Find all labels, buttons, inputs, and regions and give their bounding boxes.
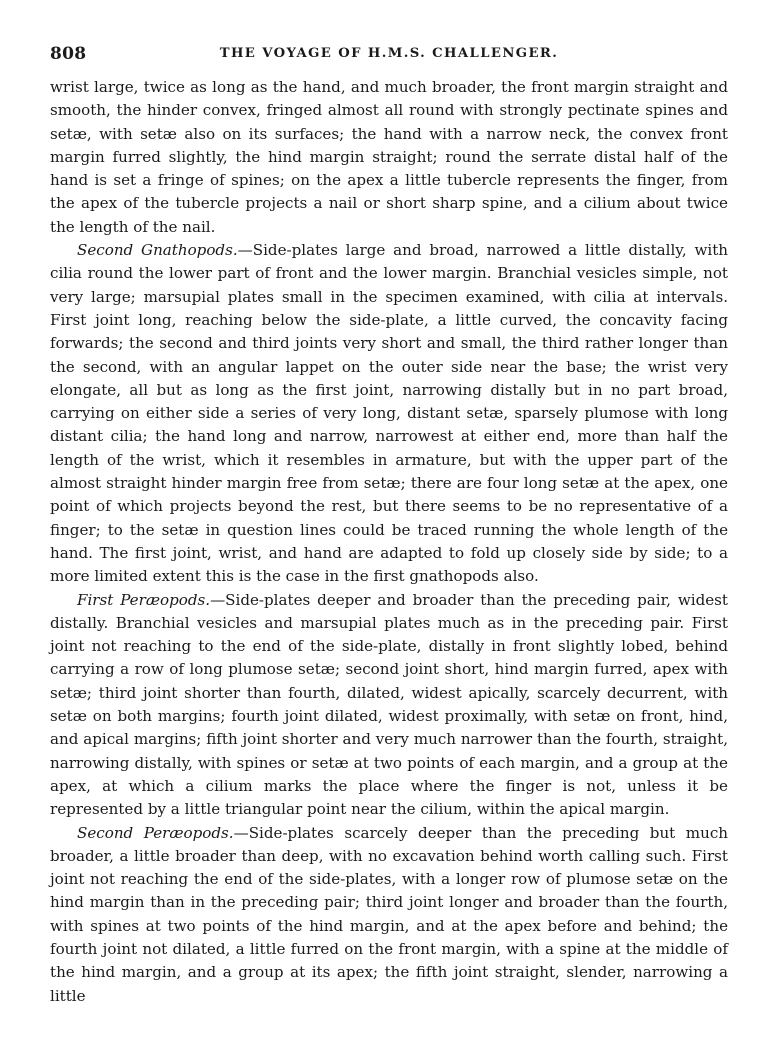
section-heading: Second Peræopods. bbox=[77, 823, 234, 842]
paragraph-text: —Side-plates large and broad, narrowed a little distally, with cilia round the lower part of front and the lower margin. Branchial vesicles simple, not very large; marsupial plates small in the specimen examined, with cilia at intervals. First joint long, reaching below the side-plate, a little curved, the concavity facing forwards; the second and third joints very short and small, the third rather longer than the second, with an angular lappet on the outer side near the base; the wrist very elongate, all but as long as the first joint, narrowing distally but in no part broad, carrying on either side a series of very long, distant setæ, sparsely plumose with long distant cilia; the hand long and narrow, narrowest at either end, more than half the length of the wrist, which it resembles in armature, but with the upper part of the almost straight hinder margin free from setæ; there are four long setæ at the apex, one point of which projects beyond the rest, but there seems to be no representative of a finger; to the setæ in question lines could be traced running the whole length of the hand. The first joint, wrist, and hand are adapted to fold up closely side by side; to a more limited extent this is the case in the first gnathopods also. bbox=[50, 241, 728, 586]
paragraph-text: wrist large, twice as long as the hand, and much broader, the front margin straight and smooth, the hinder convex, fringed almost all round with strongly pectinate spines and setæ, with setæ also on its surfaces; the hand with a narrow neck, the convex front margin furred slightly, the hind margin straight; round the serrate distal half of the hand is set a fringe of spines; on the apex a little tubercle represents the finger, from the apex of the tubercle projects a nail or short sharp spine, and a cilium about twice the length of the nail. bbox=[50, 78, 728, 236]
running-header bbox=[50, 44, 728, 68]
body-text bbox=[50, 76, 728, 1008]
page-number: 808 bbox=[50, 44, 87, 64]
document-page bbox=[50, 44, 728, 1008]
paragraph-second-gnathopods bbox=[50, 239, 728, 588]
paragraph-text: —Side-plates scarcely deeper than the preceding but much broader, a little broader than deep, with no excavation behind worth calling such. First joint not reaching the end of the side-plates, with a longer row of plumose setæ on the hind margin than in the preceding pair; third joint longer and broader than the fourth, with spines at two points of the hind margin, and at the apex before and behind; the fourth joint not dilated, a little furred on the front margin, with a spine at the middle of the hind margin, and a group at its apex; the fifth joint straight, slender, narrowing a little bbox=[50, 823, 728, 1005]
paragraph-text: —Side-plates deeper and broader than the preceding pair, widest distally. Branchial vesicles and marsupial plates much as in the preceding pair. First joint not reaching to the end of the side-plate, distally in front slightly lobed, behind carrying a row of long plumose setæ; second joint short, hind margin furred, apex with setæ; third joint shorter than fourth, dilated, widest apically, scarcely decurrent, with setæ on both margins; fourth joint dilated, widest proximally, with setæ on front, hind, and apical margins; fifth joint shorter and very much narrower than the fourth, straight, narrowing distally, with spines or setæ at two points of each margin, and a group at the apex, at which a cilium marks the place where the finger is not, unless it be represented by a little triangular point near the cilium, within the apical margin. bbox=[50, 590, 728, 819]
running-title: THE VOYAGE OF H.M.S. CHALLENGER. bbox=[219, 46, 559, 61]
paragraph-first-peraeopods bbox=[50, 589, 728, 822]
paragraph-second-peraeopods bbox=[50, 822, 728, 1008]
paragraph-wrist-continued bbox=[50, 76, 728, 239]
section-heading: First Peræopods. bbox=[77, 590, 211, 609]
section-heading: Second Gnathopods. bbox=[77, 241, 238, 260]
